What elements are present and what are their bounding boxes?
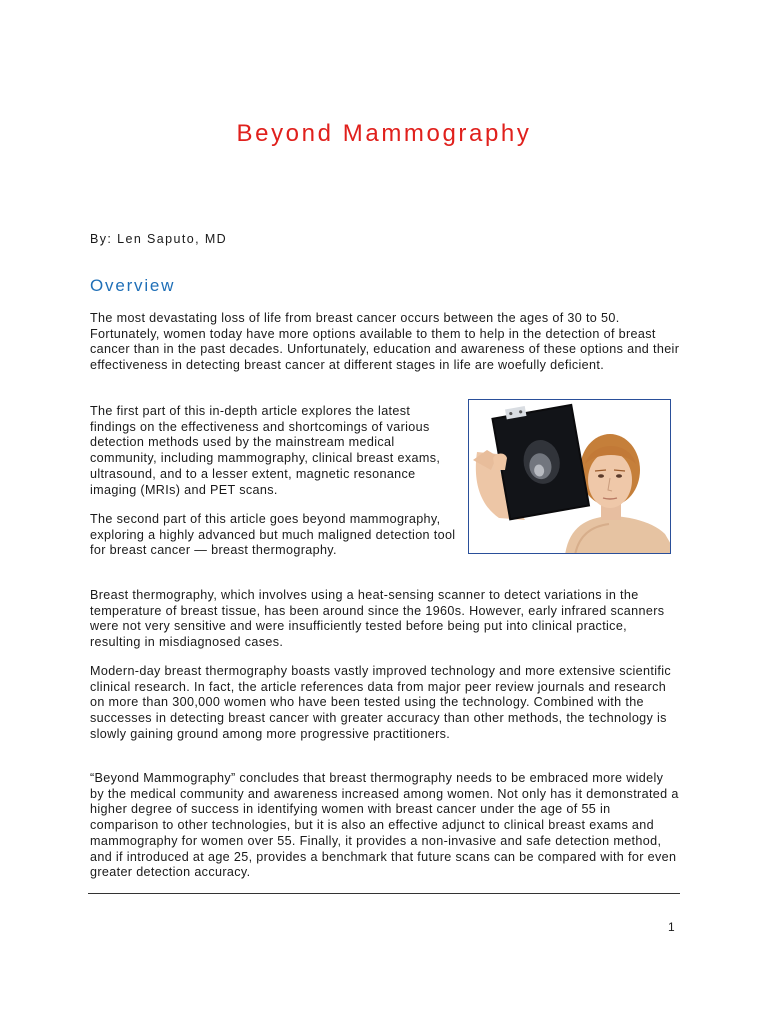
page-number: 1 — [668, 920, 675, 934]
paragraph-6: “Beyond Mammography” concludes that breast thermography needs to be embraced more widely by the medical community and awareness increased among women. Not only has it demonstrated a higher degree of success in identifying women with breast cancer under the age of 55 in comparison to other technologies, but it is also an effective adjunct to clinical breast exams and mammography for women over 55. Finally, it provides a non-invasive and safe detection method, and if introduced at age 25, provides a benchmark that future scans can be compared with for even greater detection accuracy. — [90, 771, 679, 880]
photo-illustration — [469, 400, 671, 554]
paragraph-2: The first part of this in-depth article explores the latest findings on the effectiveness and shortcomings of various detection methods used by the mainstream medical community, including mammography, clinical breast exams, ultrasound, and to a lesser extent, magnetic resonance imaging (MRIs) and PET scans. — [90, 404, 441, 497]
author-byline: By: Len Saputo, MD — [90, 232, 228, 246]
footer-divider — [88, 893, 680, 894]
paragraph-4: Breast thermography, which involves using a heat-sensing scanner to detect variations in the temperature of breast tissue, has been around since the 1960s. However, early infrared scanners were not very sensitive and were insufficiently tested before being put into clinical practice, resulting in misdiagnosed cases. — [90, 588, 665, 650]
document-title: Beyond Mammography — [236, 120, 532, 147]
paragraph-1: The most devastating loss of life from breast cancer occurs between the ages of 30 to 50. Fortunately, women today have more options available to them to help in the detection of breast cancer than in the past decades. Unfortunately, education and awareness of these options and their effectiveness in detecting breast cancer at different stages in life are woefully deficient. — [90, 311, 680, 373]
paragraph-3: The second part of this article goes beyond mammography, exploring a highly advanced but much maligned detection tool for breast cancer — breast thermography. — [90, 512, 456, 558]
section-heading-overview: Overview — [90, 276, 176, 295]
paragraph-5: Modern-day breast thermography boasts vastly improved technology and more extensive scientific clinical research. In fact, the article references data from major peer review journals and research on more than 300,000 women who have been tested using the technology. Combined with the successes in detecting breast cancer with greater accuracy than other methods, the technology is slowly gaining ground among more progressive practitioners. — [90, 664, 671, 741]
woman-holding-mammogram-photo — [468, 399, 671, 554]
